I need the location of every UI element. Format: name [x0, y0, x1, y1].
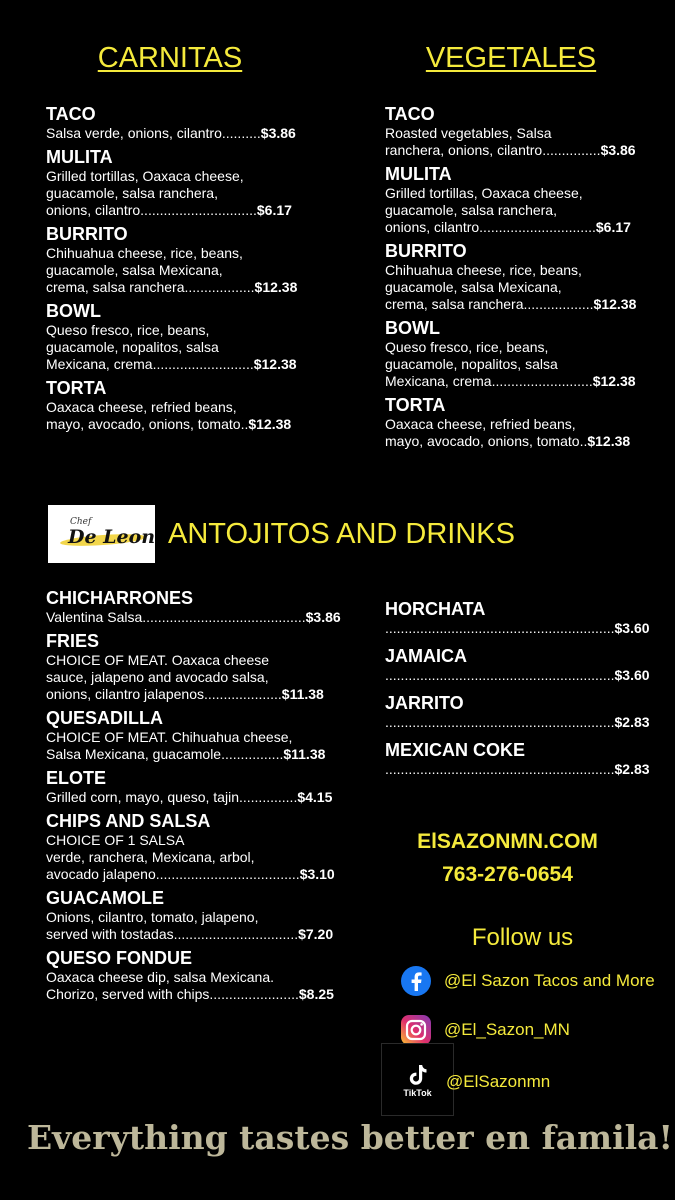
item-desc: ...........................................................$3.60 [385, 667, 650, 683]
menu-item [46, 301, 346, 373]
vegetales-title: VEGETALES [425, 42, 597, 74]
item-price: $6.17 [256, 202, 292, 218]
menu-item [385, 318, 675, 390]
item-price: $2.83 [614, 761, 650, 777]
item-price: $12.38 [587, 433, 631, 449]
drink-item [385, 693, 655, 731]
item-name: BOWL [46, 301, 101, 321]
website-link[interactable]: ElSAZONMN.COM [417, 830, 598, 853]
item-name: TORTA [46, 378, 107, 398]
item-price: $12.38 [592, 373, 636, 389]
menu-item [46, 708, 356, 763]
item-desc: Oaxaca cheese, refried beans, mayo, avocado, onions, tomato..$12.38 [46, 399, 292, 432]
item-price: $3.60 [614, 620, 650, 636]
drinks-menu [385, 599, 655, 787]
tiktok-handle[interactable]: @ElSazonmn [446, 1072, 551, 1091]
item-price: $4.15 [297, 789, 333, 805]
item-name: BOWL [385, 318, 440, 338]
menu-item [46, 811, 356, 883]
item-desc: CHOICE OF 1 SALSA verde, ranchera, Mexicana, arbol, avocado jalapeno.....................................$3.10 [46, 832, 335, 882]
item-desc: Queso fresco, rice, beans, guacamole, nopalitos, salsa Mexicana, crema..........................$12.38 [46, 322, 297, 372]
item-desc: ...........................................................$2.83 [385, 714, 650, 730]
item-name: HORCHATA [385, 599, 486, 619]
item-name: BURRITO [385, 241, 467, 261]
item-desc: Grilled corn, mayo, queso, tajin...............$4.15 [46, 789, 333, 805]
drink-item [385, 646, 655, 684]
item-price: $3.60 [614, 667, 650, 683]
drink-item [385, 740, 655, 778]
antojitos-title: ANTOJITOS AND DRINKS [168, 518, 515, 550]
item-name: JAMAICA [385, 646, 468, 666]
item-price: $11.38 [283, 746, 326, 762]
menu-item [46, 378, 346, 433]
item-desc: Valentina Salsa..........................................$3.86 [46, 609, 341, 625]
item-name: CHICHARRONES [46, 588, 194, 608]
item-desc: Chihuahua cheese, rice, beans, guacamole, salsa Mexicana, crema, salsa ranchera..................$12.38 [46, 245, 298, 295]
item-desc: ...........................................................$3.60 [385, 620, 650, 636]
item-price: $3.10 [299, 866, 335, 882]
antojitos-menu [46, 588, 356, 1008]
menu-item [385, 104, 675, 159]
item-name: MULITA [385, 164, 452, 184]
menu-item [385, 164, 675, 236]
item-price: $12.38 [253, 356, 297, 372]
menu-item [46, 631, 356, 703]
item-name: TORTA [385, 395, 446, 415]
item-price: $7.20 [298, 926, 334, 942]
item-desc: Salsa verde, onions, cilantro..........$3.86 [46, 125, 296, 141]
tiktok-icon [407, 1063, 429, 1087]
facebook-row[interactable] [398, 963, 655, 999]
item-name: TACO [385, 104, 435, 124]
item-price: $12.38 [593, 296, 637, 312]
item-desc: Grilled tortillas, Oaxaca cheese, guacamole, salsa ranchera, onions, cilantro..............................$6.17 [46, 168, 292, 218]
carnitas-title: CARNITAS [97, 42, 243, 74]
tiktok-logo[interactable] [381, 1043, 454, 1116]
item-price: $8.25 [298, 986, 334, 1002]
menu-item [46, 888, 356, 943]
item-desc: Oaxaca cheese, refried beans, mayo, avocado, onions, tomato..$12.38 [385, 416, 631, 449]
item-name: GUACAMOLE [46, 888, 164, 908]
item-name: MULITA [46, 147, 113, 167]
item-price: $2.83 [614, 714, 650, 730]
follow-us-heading: Follow us [471, 924, 574, 951]
item-desc: ...........................................................$2.83 [385, 761, 650, 777]
menu-item [385, 241, 675, 313]
menu-item [385, 395, 675, 450]
item-desc: Queso fresco, rice, beans, guacamole, nopalitos, salsa Mexicana, crema..........................$12.38 [385, 339, 636, 389]
item-name: TACO [46, 104, 96, 124]
item-name: JARRITO [385, 693, 464, 713]
chef-de-leon-logo [48, 505, 155, 563]
item-price: $3.86 [600, 142, 636, 158]
phone-number[interactable]: 763-276-0654 [442, 863, 573, 886]
menu-item [46, 224, 346, 296]
menu-item [46, 104, 346, 142]
item-desc: Chihuahua cheese, rice, beans, guacamole, salsa Mexicana, crema, salsa ranchera..................$12.38 [385, 262, 637, 312]
item-name: QUESADILLA [46, 708, 163, 728]
item-desc: Onions, cilantro, tomato, jalapeno, served with tostadas................................$7.20 [46, 909, 334, 942]
item-desc: CHOICE OF MEAT. Chihuahua cheese, Salsa Mexicana, guacamole................$11.38 [46, 729, 326, 762]
drink-item [385, 599, 655, 637]
instagram-handle[interactable]: @El_Sazon_MN [444, 1020, 570, 1039]
item-price: $3.86 [260, 125, 296, 141]
tiktok-wordmark: TikTok [403, 1088, 432, 1098]
footer-slogan: Everything tastes better en famila! [26, 1118, 674, 1157]
item-name: MEXICAN COKE [385, 740, 526, 760]
facebook-handle[interactable]: @El Sazon Tacos and More [444, 971, 655, 990]
item-price: $6.17 [595, 219, 631, 235]
item-desc: Roasted vegetables, Salsa ranchera, onions, cilantro...............$3.86 [385, 125, 636, 158]
menu-item [46, 948, 356, 1003]
item-price: $12.38 [248, 416, 292, 432]
logo-small-text: Chef [70, 517, 92, 527]
menu-item [46, 768, 356, 806]
item-name: ELOTE [46, 768, 107, 788]
menu-item [46, 147, 346, 219]
menu-item [46, 588, 356, 626]
item-desc: Oaxaca cheese dip, salsa Mexicana. Chorizo, served with chips.......................$8.25 [46, 969, 334, 1002]
facebook-icon[interactable] [398, 963, 434, 999]
item-price: $12.38 [254, 279, 298, 295]
item-name: CHIPS AND SALSA [46, 811, 211, 831]
item-price: $3.86 [305, 609, 341, 625]
vegetales-menu [385, 104, 675, 455]
item-name: QUESO FONDUE [46, 948, 193, 968]
carnitas-menu [46, 104, 346, 438]
item-name: BURRITO [46, 224, 128, 244]
item-desc: Grilled tortillas, Oaxaca cheese, guacamole, salsa ranchera, onions, cilantro..............................$6.17 [385, 185, 631, 235]
item-price: $11.38 [281, 686, 324, 702]
logo-big-text: De Leon [68, 526, 156, 548]
item-name: FRIES [46, 631, 100, 651]
item-desc: CHOICE OF MEAT. Oaxaca cheese sauce, jalapeno and avocado salsa, onions, cilantro jalapenos....................$11.38 [46, 652, 324, 702]
